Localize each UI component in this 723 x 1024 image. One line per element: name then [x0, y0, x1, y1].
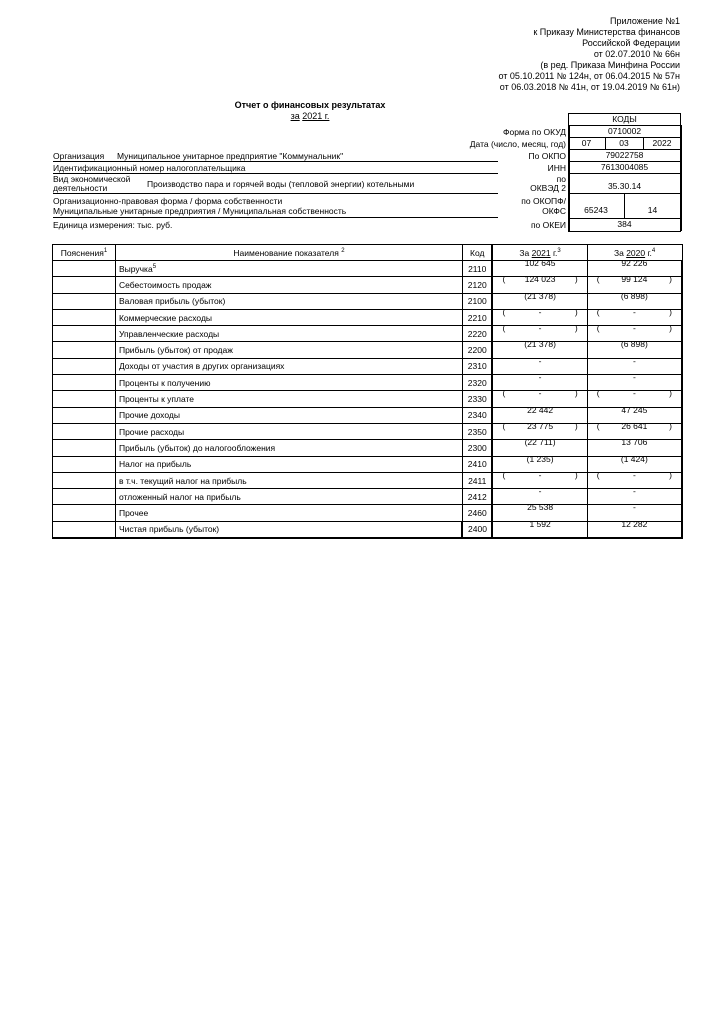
table-row	[53, 277, 683, 293]
table-row	[53, 440, 683, 456]
table-row	[53, 407, 683, 423]
row-previous-value: (1 424)	[620, 453, 648, 464]
row-note-cell	[53, 521, 116, 537]
col-current-sup: 3	[557, 247, 561, 254]
row-code: 2350	[462, 423, 492, 439]
paren-left: (	[502, 420, 506, 431]
row-name: отложенный налог на прибыль	[118, 491, 241, 502]
row-current-value: 102 645	[524, 258, 556, 268]
report-period	[180, 111, 440, 122]
paren-right: )	[574, 306, 578, 317]
okei-value: 384	[617, 219, 632, 229]
row-note-cell	[53, 472, 116, 488]
row-code: 2100	[462, 293, 492, 309]
table-row	[53, 293, 683, 309]
row-name: Коммерческие расходы	[118, 312, 213, 323]
row-previous-value: -	[632, 388, 636, 399]
paren-left: (	[596, 323, 600, 334]
row-current-value: (21 378)	[524, 339, 556, 350]
row-current-value: -	[538, 306, 542, 317]
paren-right: )	[669, 469, 672, 480]
row-name-cell	[115, 293, 462, 309]
okfs-value: 14	[647, 205, 658, 215]
unit-label: Единица измерения: тыс. руб.	[53, 220, 173, 230]
okud-value: 0710002	[607, 126, 642, 136]
paren-right: )	[669, 323, 672, 334]
row-name: Налог на прибыль	[118, 459, 192, 470]
row-name: Валовая прибыль (убыток)	[118, 296, 226, 307]
org-label: Организация	[53, 151, 105, 161]
row-note-cell	[53, 309, 116, 325]
row-note-cell	[53, 277, 116, 293]
paren-left: (	[596, 274, 600, 285]
inn-value: 7613004085	[600, 162, 649, 172]
order-line: Приложение №1	[610, 16, 680, 26]
col-name-sup: 2	[341, 247, 345, 254]
row-name: Проценты к уплате	[118, 394, 195, 405]
row-name: Прочие расходы	[118, 426, 185, 437]
col-code-header: Код	[462, 245, 492, 261]
row-name-cell	[115, 326, 462, 342]
row-name-cell	[115, 261, 462, 277]
codes-header: КОДЫ	[612, 114, 637, 124]
report-title: Отчет о финансовых результатах	[234, 100, 386, 110]
row-note-cell	[53, 375, 116, 391]
row-name-cell	[115, 358, 462, 374]
row-code: 2110	[462, 261, 492, 277]
col-current-year: 2021	[531, 247, 551, 258]
col-previous-suffix: г.	[647, 247, 652, 258]
row-current-value-cell	[492, 518, 587, 537]
row-name-cell	[115, 423, 462, 439]
row-note-cell	[53, 358, 116, 374]
okopf-label-1: по ОКОПФ/	[521, 196, 566, 206]
row-name: Себестоимость продаж	[118, 279, 212, 290]
col-current-prefix: За	[519, 247, 530, 258]
okved-value: 35.30.14	[607, 181, 642, 191]
row-current-value: 124 023	[524, 274, 556, 285]
row-current-value: -	[538, 388, 542, 399]
row-note-cell	[53, 505, 116, 521]
row-current-value: 22 442	[527, 404, 554, 415]
row-previous-value: 12 282	[621, 518, 648, 529]
row-name-cell	[115, 521, 462, 537]
legal-form-label: Организационно-правовая форма / форма собственности	[53, 196, 283, 206]
paren-left: (	[502, 388, 506, 399]
okved-label-2: ОКВЭД 2	[530, 183, 566, 193]
row-name-cell	[115, 489, 462, 505]
row-name-cell	[115, 456, 462, 472]
row-note-cell	[53, 342, 116, 358]
row-name: Выручка	[118, 263, 153, 274]
row-previous-value: 26 641	[621, 420, 648, 431]
table-row	[53, 456, 683, 472]
row-name: Прибыль (убыток) до налогообложения	[118, 442, 276, 453]
col-notes-header	[53, 245, 116, 261]
table-row	[53, 472, 683, 488]
order-line: от 05.10.2011 № 124н, от 06.04.2015 № 57н	[498, 71, 680, 81]
row-code: 2412	[462, 489, 492, 505]
row-previous-value: 99 124	[621, 274, 648, 285]
paren-left: (	[596, 420, 600, 431]
row-name: в т.ч. текущий налог на прибыль	[118, 475, 247, 486]
row-name-cell	[115, 342, 462, 358]
row-current-value: (22 711)	[524, 437, 556, 448]
paren-right: )	[669, 388, 672, 399]
col-name-header	[115, 245, 462, 261]
paren-right: )	[574, 420, 578, 431]
row-name-cell	[115, 472, 462, 488]
okved-label-1: по	[556, 174, 566, 184]
row-previous-value: -	[632, 323, 636, 334]
paren-right: )	[669, 274, 672, 285]
row-current-value: -	[538, 355, 542, 366]
okopf-value: 65243	[584, 205, 608, 215]
legal-form-value: Муниципальные унитарные предприятия / Муниципальная собственность	[53, 206, 347, 216]
row-code: 2411	[462, 472, 492, 488]
row-name: Прочее	[118, 508, 149, 519]
order-line: от 06.03.2018 № 41н, от 19.04.2019 № 61н)	[499, 82, 680, 92]
row-code: 2300	[462, 440, 492, 456]
row-code: 2320	[462, 375, 492, 391]
row-note-cell	[53, 440, 116, 456]
okei-label: по ОКЕИ	[530, 220, 566, 230]
row-code: 2120	[462, 277, 492, 293]
row-previous-value-cell	[587, 518, 682, 537]
row-previous-value: -	[632, 306, 636, 317]
row-note-cell	[53, 326, 116, 342]
row-code: 2400	[462, 521, 492, 537]
row-code: 2460	[462, 505, 492, 521]
org-underline	[53, 161, 498, 162]
row-previous-value: -	[632, 502, 636, 513]
row-name: Чистая прибыль (убыток)	[118, 524, 220, 535]
row-note-cell	[53, 407, 116, 423]
order-reference	[380, 16, 680, 93]
date-year: 2022	[652, 138, 672, 148]
row-previous-value: (6 898)	[620, 339, 648, 350]
row-name-cell	[115, 375, 462, 391]
col-current-suffix: г.	[552, 247, 558, 258]
row-current-value: 1 592	[529, 518, 551, 529]
row-current-value: (1 235)	[526, 453, 554, 464]
okopf-label-2: ОКФС	[542, 206, 566, 216]
paren-left: (	[596, 469, 600, 480]
row-current-value: -	[538, 486, 542, 497]
row-current-value: 23 775	[527, 420, 554, 431]
table-row	[53, 391, 683, 407]
row-previous-value: (6 898)	[620, 290, 648, 301]
paren-left: (	[502, 323, 506, 334]
date-label: Дата (число, месяц, год)	[469, 139, 566, 149]
row-name-sup: 5	[152, 263, 157, 270]
org-value: Муниципальное унитарное предприятие "Коммунальник"	[117, 151, 344, 161]
row-name: Проценты к получению	[118, 377, 211, 388]
row-current-value: -	[538, 323, 542, 334]
col-previous-prefix: За	[613, 247, 624, 258]
row-code: 2220	[462, 326, 492, 342]
paren-right: )	[574, 469, 578, 480]
order-line: (в ред. Приказа Минфина России	[540, 60, 680, 70]
activity-value: Производство пара и горячей воды (тепловой энергии) котельными	[147, 179, 415, 189]
row-name-cell	[115, 505, 462, 521]
row-previous-value: 92 226	[621, 258, 648, 268]
paren-right: )	[574, 274, 578, 285]
row-code: 2210	[462, 309, 492, 325]
table-row	[53, 358, 683, 374]
period-value: 2021 г.	[302, 111, 330, 121]
okpo-value: 79022758	[605, 150, 644, 160]
row-name: Управленческие расходы	[118, 328, 220, 339]
date-day: 07	[581, 138, 592, 148]
row-previous-value: 47 245	[621, 404, 648, 415]
activity-underline	[53, 193, 498, 194]
row-current-value: 25 538	[527, 502, 554, 513]
row-current-value: -	[538, 372, 542, 383]
row-previous-value: 13 706	[621, 437, 648, 448]
row-previous-value: -	[632, 355, 636, 366]
period-prefix: за	[290, 111, 300, 121]
row-note-cell	[53, 391, 116, 407]
col-notes-sup: 1	[103, 247, 108, 254]
row-name: Прибыль (убыток) от продаж	[118, 345, 233, 356]
paren-left: (	[596, 388, 600, 399]
row-previous-value: -	[632, 486, 636, 497]
row-code: 2410	[462, 456, 492, 472]
inn-code-label: ИНН	[547, 163, 566, 173]
table-row	[53, 505, 683, 521]
row-name-cell	[115, 440, 462, 456]
table-row	[53, 342, 683, 358]
activity-label-2: деятельности	[53, 183, 108, 193]
paren-left: (	[502, 469, 506, 480]
paren-right: )	[669, 306, 672, 317]
paren-left: (	[596, 306, 600, 317]
okpo-label: По ОКПО	[528, 151, 566, 161]
row-note-cell	[53, 489, 116, 505]
row-code: 2340	[462, 407, 492, 423]
row-name: Доходы от участия в других организациях	[118, 361, 285, 372]
paren-left: (	[502, 306, 506, 317]
col-previous-sup: 4	[651, 247, 656, 254]
col-notes-label: Пояснения	[60, 247, 104, 258]
row-current-value: -	[538, 469, 542, 480]
row-note-cell	[53, 261, 116, 277]
row-note-cell	[53, 423, 116, 439]
row-code: 2330	[462, 391, 492, 407]
table-row	[53, 326, 683, 342]
table-row	[53, 489, 683, 505]
row-name: Прочие доходы	[118, 410, 180, 421]
table-row	[53, 375, 683, 391]
table-row	[53, 521, 683, 537]
row-current-value: (21 378)	[524, 290, 556, 301]
taxpayer-id-label: Идентификационный номер налогоплательщика	[53, 163, 246, 173]
paren-right: )	[574, 323, 578, 334]
row-note-cell	[53, 293, 116, 309]
row-name-cell	[115, 391, 462, 407]
table-header-row	[53, 245, 683, 261]
order-line: к Приказу Министерства финансов	[533, 27, 680, 37]
date-month: 03	[619, 138, 629, 148]
row-previous-value: -	[632, 372, 636, 383]
col-previous-year: 2020	[626, 247, 646, 258]
table-row	[53, 261, 683, 277]
activity-label-1: Вид экономической	[53, 174, 131, 184]
paren-left: (	[502, 274, 506, 285]
order-line: Российской Федерации	[582, 38, 680, 48]
paren-right: )	[669, 420, 672, 431]
row-code: 2200	[462, 342, 492, 358]
row-code: 2310	[462, 358, 492, 374]
order-line: от 02.07.2010 № 66н	[593, 49, 680, 59]
financial-results-table	[52, 244, 683, 539]
col-name-label: Наименование показателя	[233, 247, 339, 258]
row-note-cell	[53, 456, 116, 472]
row-name-cell	[115, 277, 462, 293]
paren-right: )	[574, 388, 578, 399]
table-row	[53, 309, 683, 325]
okud-label: Форма по ОКУД	[503, 127, 566, 137]
row-name-cell	[115, 407, 462, 423]
row-previous-value: -	[632, 469, 636, 480]
table-row	[53, 423, 683, 439]
row-name-cell	[115, 309, 462, 325]
legal-form-underline	[53, 217, 498, 218]
